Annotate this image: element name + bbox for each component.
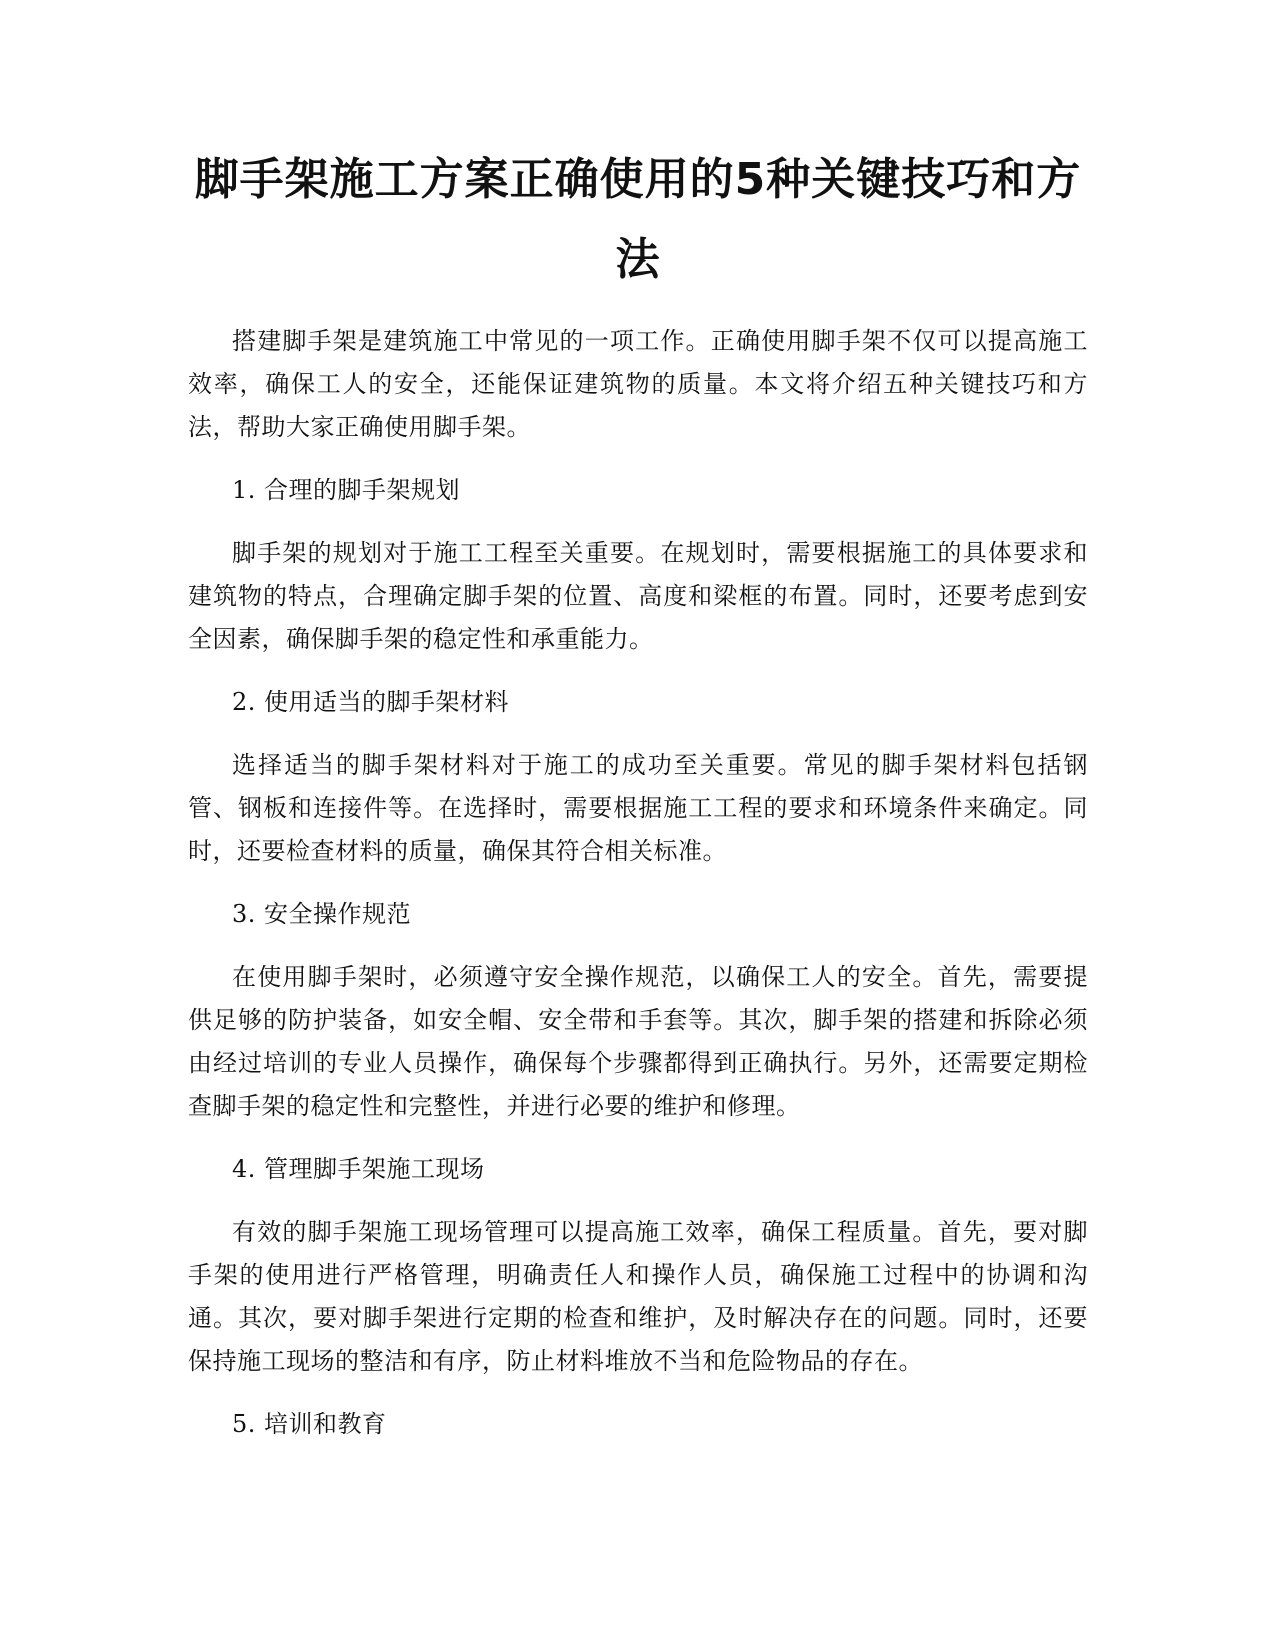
intro-paragraph: 搭建脚手架是建筑施工中常见的一项工作。正确使用脚手架不仅可以提高施工效率，确保工人的安全，还能保证建筑物的质量。本文将介绍五种关键技巧和方法，帮助大家正确使用脚手架。 <box>188 327 1088 441</box>
section-5-heading: 5. 培训和教育 <box>232 1410 387 1438</box>
section-2-body: 选择适当的脚手架材料对于施工的成功至关重要。常见的脚手架材料包括钢管、钢板和连接件等。在选择时，需要根据施工工程的要求和环境条件来确定。同时，还要检查材料的质量，确保其符合相关标准。 <box>188 751 1088 865</box>
document-title: 脚手架施工方案正确使用的5种关键技巧和方法 <box>194 154 1082 285</box>
section-3-body: 在使用脚手架时，必须遵守安全操作规范，以确保工人的安全。首先，需要提供足够的防护装备，如安全帽、安全带和手套等。其次，脚手架的搭建和拆除必须由经过培训的专业人员操作，确保每个步骤都得到正确执行。另外，还需要定期检查脚手架的稳定性和完整性，并进行必要的维护和修理。 <box>188 963 1088 1120</box>
section-1-body: 脚手架的规划对于施工工程至关重要。在规划时，需要根据施工的具体要求和建筑物的特点，合理确定脚手架的位置、高度和梁框的布置。同时，还要考虑到安全因素，确保脚手架的稳定性和承重能力。 <box>188 539 1088 653</box>
section-4-body: 有效的脚手架施工现场管理可以提高施工效率，确保工程质量。首先，要对脚手架的使用进行严格管理，明确责任人和操作人员，确保施工过程中的协调和沟通。其次，要对脚手架进行定期的检查和维护，及时解决存在的问题。同时，还要保持施工现场的整洁和有序，防止材料堆放不当和危险物品的存在。 <box>188 1218 1088 1375</box>
section-2-heading: 2. 使用适当的脚手架材料 <box>232 688 510 716</box>
section-3-heading: 3. 安全操作规范 <box>232 900 412 928</box>
section-1-heading: 1. 合理的脚手架规划 <box>232 476 461 504</box>
section-4-heading: 4. 管理脚手架施工现场 <box>232 1155 485 1183</box>
document-page <box>188 140 1088 1466</box>
